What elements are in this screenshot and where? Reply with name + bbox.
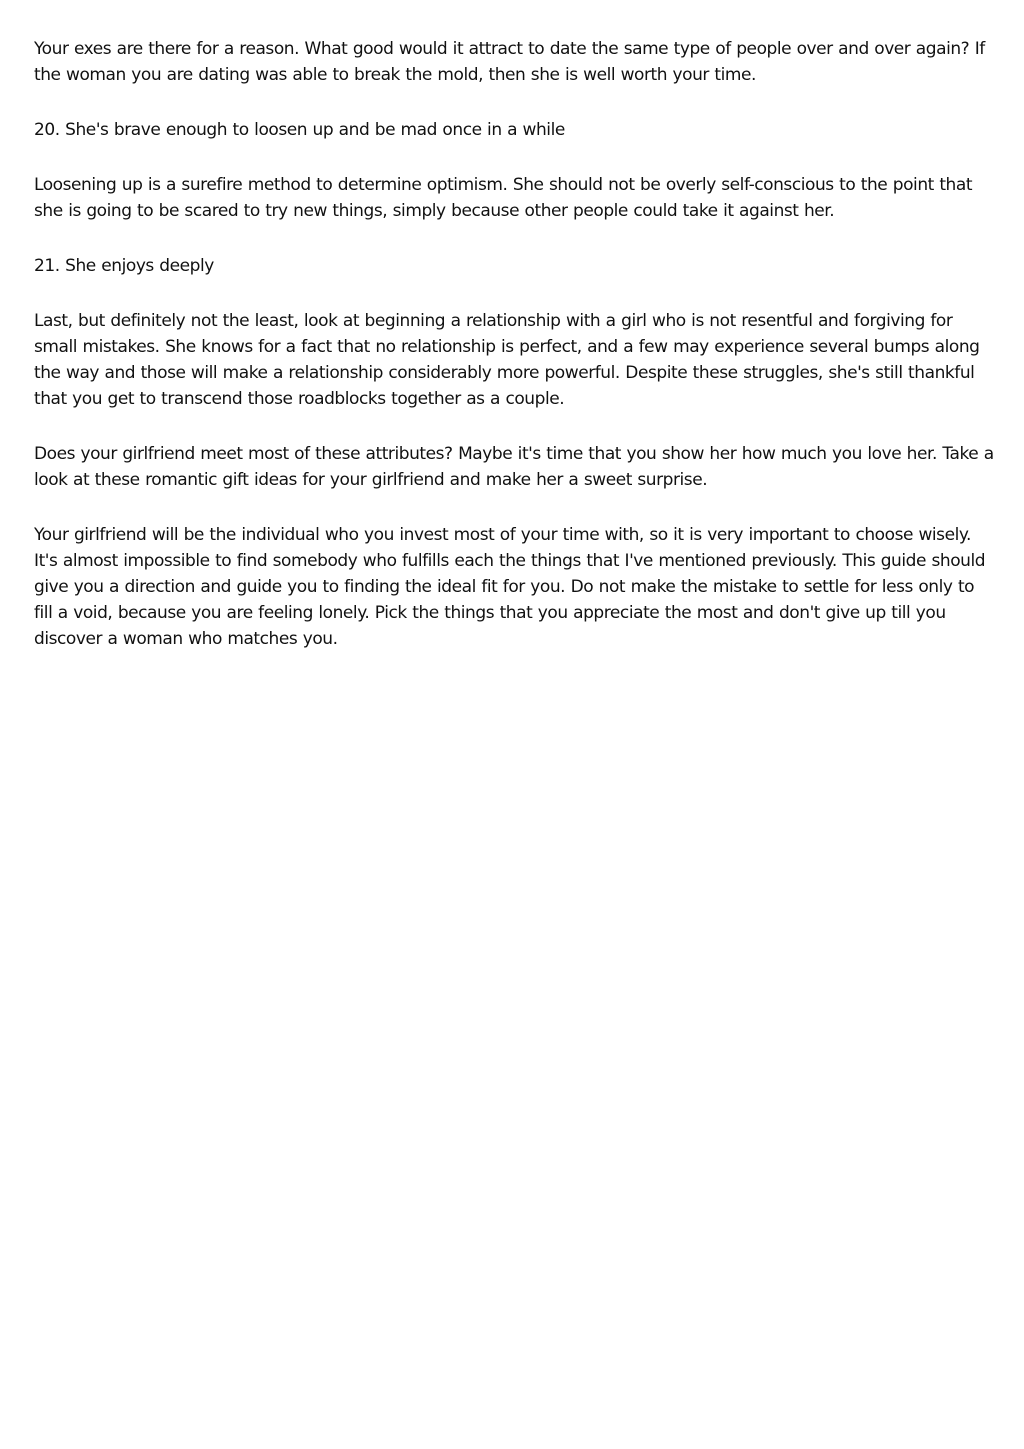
paragraph-loosening-up: Loosening up is a surefire method to determine optimism. She should not be overly self-conscious to the point that she is going to be scared to try new things, simply because other people could take it against her.: [34, 175, 973, 221]
heading-item-20: 20. She's brave enough to loosen up and be mad once in a while: [34, 120, 565, 140]
document-page: [34, 36, 994, 681]
heading-item-21: 21. She enjoys deeply: [34, 256, 214, 276]
paragraph-conclusion: Your girlfriend will be the individual who you invest most of your time with, so it is very important to choose wisely. It's almost impossible to find somebody who fulfills each the things that I've mentioned previously. This guide should give you a direction and guide you to finding the ideal fit for you. Do not make the mistake to settle for less only to fill a void, because you are feeling lonely. Pick the things that you appreciate the most and don't give up till you discover a woman who matches you.: [34, 525, 986, 649]
paragraph-exes: Your exes are there for a reason. What good would it attract to date the same type of people over and over again? If the woman you are dating was able to break the mold, then she is well worth your time.: [34, 39, 985, 85]
paragraph-attributes: Does your girlfriend meet most of these attributes? Maybe it's time that you show her how much you love her. Take a look at these romantic gift ideas for your girlfriend and make her a sweet surprise.: [34, 444, 994, 490]
paragraph-last-but-not-least: Last, but definitely not the least, look at beginning a relationship with a girl who is not resentful and forgiving for small mistakes. She knows for a fact that no relationship is perfect, and a few may experience several bumps along the way and those will make a relationship considerably more powerful. Despite these struggles, she's still thankful that you get to transcend those roadblocks together as a couple.: [34, 311, 980, 409]
